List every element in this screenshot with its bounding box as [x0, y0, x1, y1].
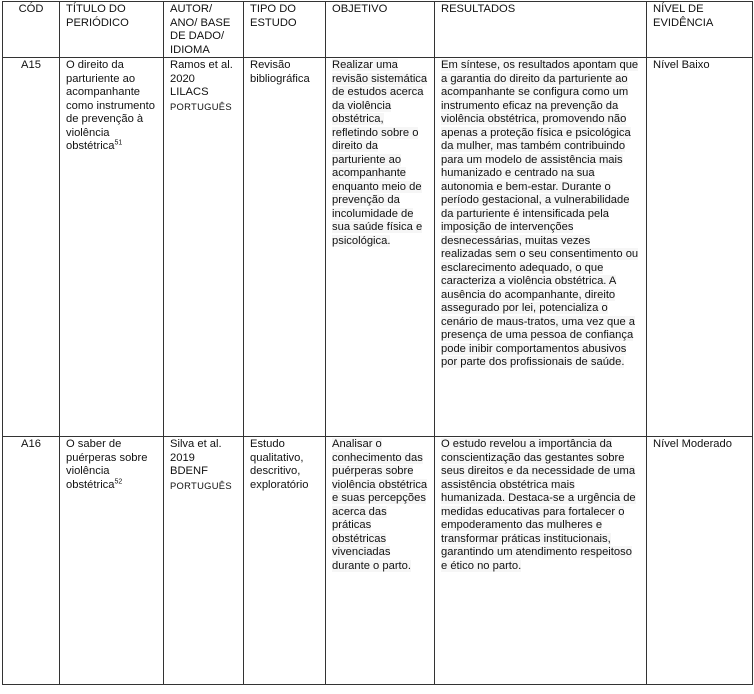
table-header-row [3, 2, 753, 58]
objective-text: Realizar uma revisão sistemática de estudos acerca da violência obstétrica, refletindo sobre o direito da parturiente ao acompanhante enquanto meio de prevenção da incolumidade de sua saúde física e psicológica. [332, 59, 428, 247]
cell-tipo: Estudo qualitativo, descritivo, exploratório [244, 437, 326, 685]
objective-text: Analisar o conhecimento das puérperas sobre violência obstétrica e suas percepções acerca das práticas obstétricas vivenciadas durante o parto. [332, 438, 428, 572]
cell-titulo [60, 437, 164, 685]
header-autor: AUTOR/ ANO/ BASE DE DADO/ IDIOMA [164, 2, 244, 58]
cell-objetivo [326, 58, 435, 437]
cell-autor [164, 58, 244, 437]
header-cod: CÓD [3, 2, 60, 58]
cell-tipo: Revisão bibliográfica [244, 58, 326, 437]
cell-resultados [435, 58, 647, 437]
cell-objetivo [326, 437, 435, 685]
author-text: Ramos et al. [170, 59, 233, 71]
results-text: Em síntese, os resultados apontam que a garantia do direito da parturiente ao acompanhante se configura como um instrumento eficaz na prevenção da violência obstétrica, promovendo não apenas a proteção física e psicológica da mulher, mas também contribuindo para um modelo de assistência mais humanizado e centrado na sua autonomia e bem-estar. Durante o período gestacional, a vulnerabilidade da parturiente é intensificada pela imposição de intervenções desnecessárias, muitas vezes realizadas sem o seu consentimento ou esclarecimento adequado, o que caracteriza a violência obstétrica. A ausência do acompanhante, direito assegurado por lei, potencializa o cenário de maus-tratos, uma vez que a presença de uma pessoa de confiança pode inibir comportamentos abusivos por parte dos profissionais de saúde. [441, 59, 639, 368]
language-text: PORTUGUÊS [170, 479, 232, 491]
author-text: Silva et al. [170, 438, 222, 450]
cell-autor [164, 437, 244, 685]
language-text: PORTUGUÊS [170, 100, 232, 112]
cell-resultados [435, 437, 647, 685]
header-objetivo: OBJETIVO [326, 2, 435, 58]
results-text: O estudo revelou a importância da conscientização das gestantes sobre seus direitos e da necessidade de uma assistência obstétrica mais humanizada. Destaca-se a urgência de medidas educativas para fortalecer o empoderamento das mulheres e transformar práticas institucionais, garantindo um atendimento respeitoso e ético no parto. [441, 438, 636, 572]
cell-nivel: Nível Baixo [647, 58, 753, 437]
table-row [3, 58, 753, 437]
table-row [3, 437, 753, 685]
reference-number: 51 [114, 139, 123, 147]
reference-number: 52 [114, 477, 123, 485]
title-text: O direito da parturiente ao acompanhante como instrumento de prevenção à violência obstétrica [66, 59, 155, 152]
year-text: 2020 [170, 72, 195, 85]
cell-titulo [60, 58, 164, 437]
database-text: BDENF [170, 465, 208, 477]
cell-cod: A15 [3, 58, 60, 437]
header-nivel: NÍVEL DE EVIDÊNCIA [647, 2, 753, 58]
cell-nivel: Nível Moderado [647, 437, 753, 685]
cell-cod: A16 [3, 437, 60, 685]
title-text: O saber de puérperas sobre violência obstétrica [66, 438, 148, 491]
header-tipo: TIPO DO ESTUDO [244, 2, 326, 58]
header-titulo: TÍTULO DO PERIÓDICO [60, 2, 164, 58]
year-text: 2019 [170, 451, 195, 464]
evidence-table [2, 1, 753, 685]
database-text: LILACS [170, 86, 209, 98]
header-resultados: RESULTADOS [435, 2, 647, 58]
